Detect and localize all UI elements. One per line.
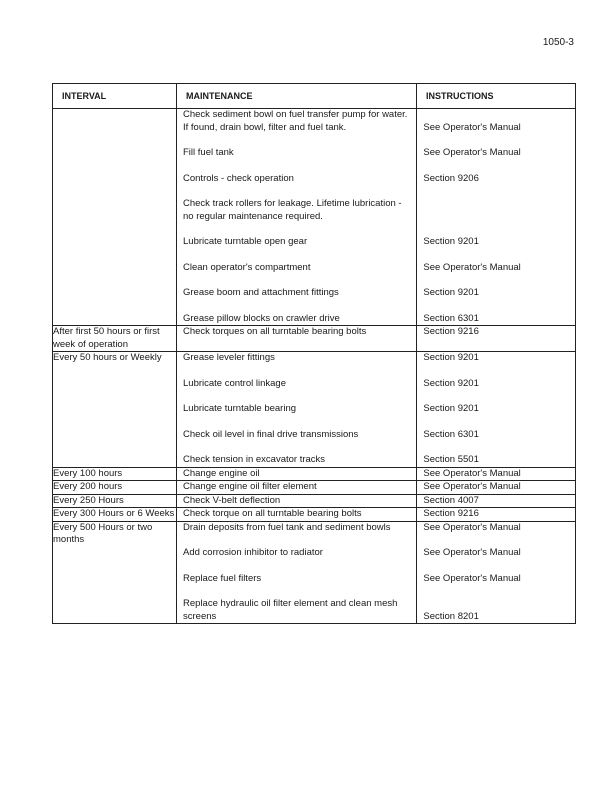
maintenance-entries	[177, 494, 576, 508]
instructions-reference: See Operator's Manual	[423, 147, 521, 158]
maintenance-task: Lubricate turntable bearing	[183, 403, 297, 414]
instructions-reference: Section 9216	[423, 508, 479, 519]
maintenance-entry	[177, 313, 575, 326]
maintenance-entries	[177, 481, 576, 495]
instructions-reference: See Operator's Manual	[423, 572, 521, 584]
maintenance-entry	[177, 598, 575, 623]
instructions-reference: Section 6301	[423, 428, 479, 440]
instructions-reference: Section 9201	[423, 236, 479, 247]
maintenance-entry	[177, 287, 575, 300]
schedule-row	[53, 481, 576, 495]
maintenance-task: Lubricate turntable open gear	[183, 236, 308, 247]
maintenance-header: MAINTENANCE	[177, 84, 417, 109]
entry-spacer	[177, 223, 575, 236]
schedule-row	[53, 352, 576, 468]
maintenance-task: Check sediment bowl on fuel transfer pump for water. If found, drain bowl, filter and fuel tank.	[183, 109, 408, 133]
maintenance-task: Replace fuel filters	[183, 572, 262, 584]
schedule-row	[53, 494, 576, 508]
interval-cell: Every 200 hours	[53, 481, 177, 495]
maintenance-entry	[177, 454, 575, 467]
maintenance-task: Replace hydraulic oil filter element and clean mesh screens	[183, 598, 398, 622]
maintenance-schedule-table	[52, 83, 576, 624]
instructions-reference: See Operator's Manual	[423, 121, 521, 133]
schedule-row	[53, 467, 576, 481]
interval-cell	[53, 109, 177, 326]
maintenance-entry	[177, 481, 575, 494]
entry-spacer	[177, 185, 575, 198]
maintenance-entry	[177, 573, 575, 586]
instructions-reference: Section 9201	[423, 287, 479, 298]
instructions-reference: Section 8201	[423, 610, 479, 622]
entry-spacer	[177, 300, 575, 313]
maintenance-entry	[177, 378, 575, 391]
schedule-row	[53, 508, 576, 522]
column-divider	[416, 83, 417, 624]
maintenance-entries	[177, 508, 576, 522]
instructions-reference: Section 9206	[423, 172, 479, 184]
header-row	[53, 84, 576, 109]
instructions-reference: See Operator's Manual	[423, 467, 521, 479]
maintenance-entry	[177, 508, 575, 521]
interval-cell: After first 50 hours or first week of operation	[53, 326, 177, 352]
maintenance-entries	[177, 521, 576, 624]
maintenance-entry	[177, 403, 575, 416]
maintenance-entry	[177, 547, 575, 560]
maintenance-task: Check track rollers for leakage. Lifetime lubrication - no regular maintenance required.	[183, 198, 402, 222]
maintenance-task: Check torque on all turntable bearing bolts	[183, 508, 362, 519]
entry-spacer	[177, 274, 575, 287]
entry-spacer	[177, 365, 575, 378]
instructions-reference: Section 5501	[423, 454, 479, 465]
instructions-reference: Section 9201	[423, 377, 479, 389]
maintenance-entry	[177, 468, 575, 481]
maintenance-task: Grease boom and attachment fittings	[183, 287, 339, 298]
maintenance-task: Drain deposits from fuel tank and sediment bowls	[183, 521, 391, 533]
maintenance-entries	[177, 326, 576, 352]
maintenance-task: Fill fuel tank	[183, 147, 234, 158]
maintenance-task: Change engine oil filter element	[183, 481, 317, 492]
maintenance-task: Clean operator's compartment	[183, 261, 311, 273]
maintenance-entries	[177, 467, 576, 481]
maintenance-entry	[177, 147, 575, 160]
maintenance-entry	[177, 326, 575, 339]
maintenance-task: Controls - check operation	[183, 172, 294, 184]
page-number: 1050-3	[542, 37, 574, 48]
maintenance-task: Check torques on all turntable bearing bolts	[183, 326, 367, 337]
interval-cell: Every 300 Hours or 6 Weeks	[53, 508, 177, 522]
maintenance-task: Grease pillow blocks on crawler drive	[183, 312, 340, 324]
instructions-reference: See Operator's Manual	[423, 521, 521, 533]
entry-spacer	[177, 134, 575, 147]
interval-cell: Every 500 Hours or two months	[53, 521, 177, 624]
entry-spacer	[177, 160, 575, 173]
interval-cell: Every 50 hours or Weekly	[53, 352, 177, 468]
instructions-reference: Section 9216	[423, 326, 479, 337]
maintenance-task: Change engine oil	[183, 467, 260, 479]
maintenance-task: Lubricate control linkage	[183, 377, 286, 389]
maintenance-task: Grease leveler fittings	[183, 352, 275, 363]
interval-cell: Every 250 Hours	[53, 494, 177, 508]
maintenance-entry	[177, 352, 575, 365]
instructions-reference: See Operator's Manual	[423, 261, 521, 273]
maintenance-task: Check V-belt deflection	[183, 494, 281, 506]
entry-spacer	[177, 249, 575, 262]
maintenance-entry	[177, 495, 575, 508]
schedule-body	[53, 109, 576, 624]
instructions-reference	[416, 198, 575, 223]
maintenance-entry	[177, 173, 575, 186]
maintenance-entries	[177, 109, 576, 326]
maintenance-entry	[177, 236, 575, 249]
interval-cell: Every 100 hours	[53, 467, 177, 481]
instructions-reference: See Operator's Manual	[423, 481, 521, 492]
interval-header: INTERVAL	[53, 84, 177, 109]
maintenance-entries	[177, 352, 576, 468]
entry-spacer	[177, 534, 575, 547]
entry-spacer	[177, 416, 575, 429]
maintenance-task: Check tension in excavator tracks	[183, 454, 326, 465]
maintenance-entry	[177, 109, 575, 134]
instructions-header: INSTRUCTIONS	[417, 84, 576, 109]
instructions-reference: Section 9201	[423, 352, 479, 363]
instructions-reference: Section 4007	[423, 494, 479, 506]
maintenance-entry	[177, 429, 575, 442]
maintenance-task: Add corrosion inhibitor to radiator	[183, 547, 323, 558]
schedule-row	[53, 109, 576, 326]
maintenance-entry	[177, 262, 575, 275]
instructions-reference: Section 6301	[423, 312, 479, 324]
maintenance-task: Check oil level in final drive transmissions	[183, 428, 359, 440]
maintenance-entry	[177, 522, 575, 535]
entry-spacer	[177, 390, 575, 403]
schedule-row	[53, 521, 576, 624]
entry-spacer	[177, 560, 575, 573]
maintenance-entry	[177, 198, 575, 223]
entry-spacer	[177, 441, 575, 454]
entry-spacer	[177, 585, 575, 598]
schedule-row	[53, 326, 576, 352]
instructions-reference: See Operator's Manual	[423, 547, 521, 558]
instructions-reference: Section 9201	[423, 403, 479, 414]
